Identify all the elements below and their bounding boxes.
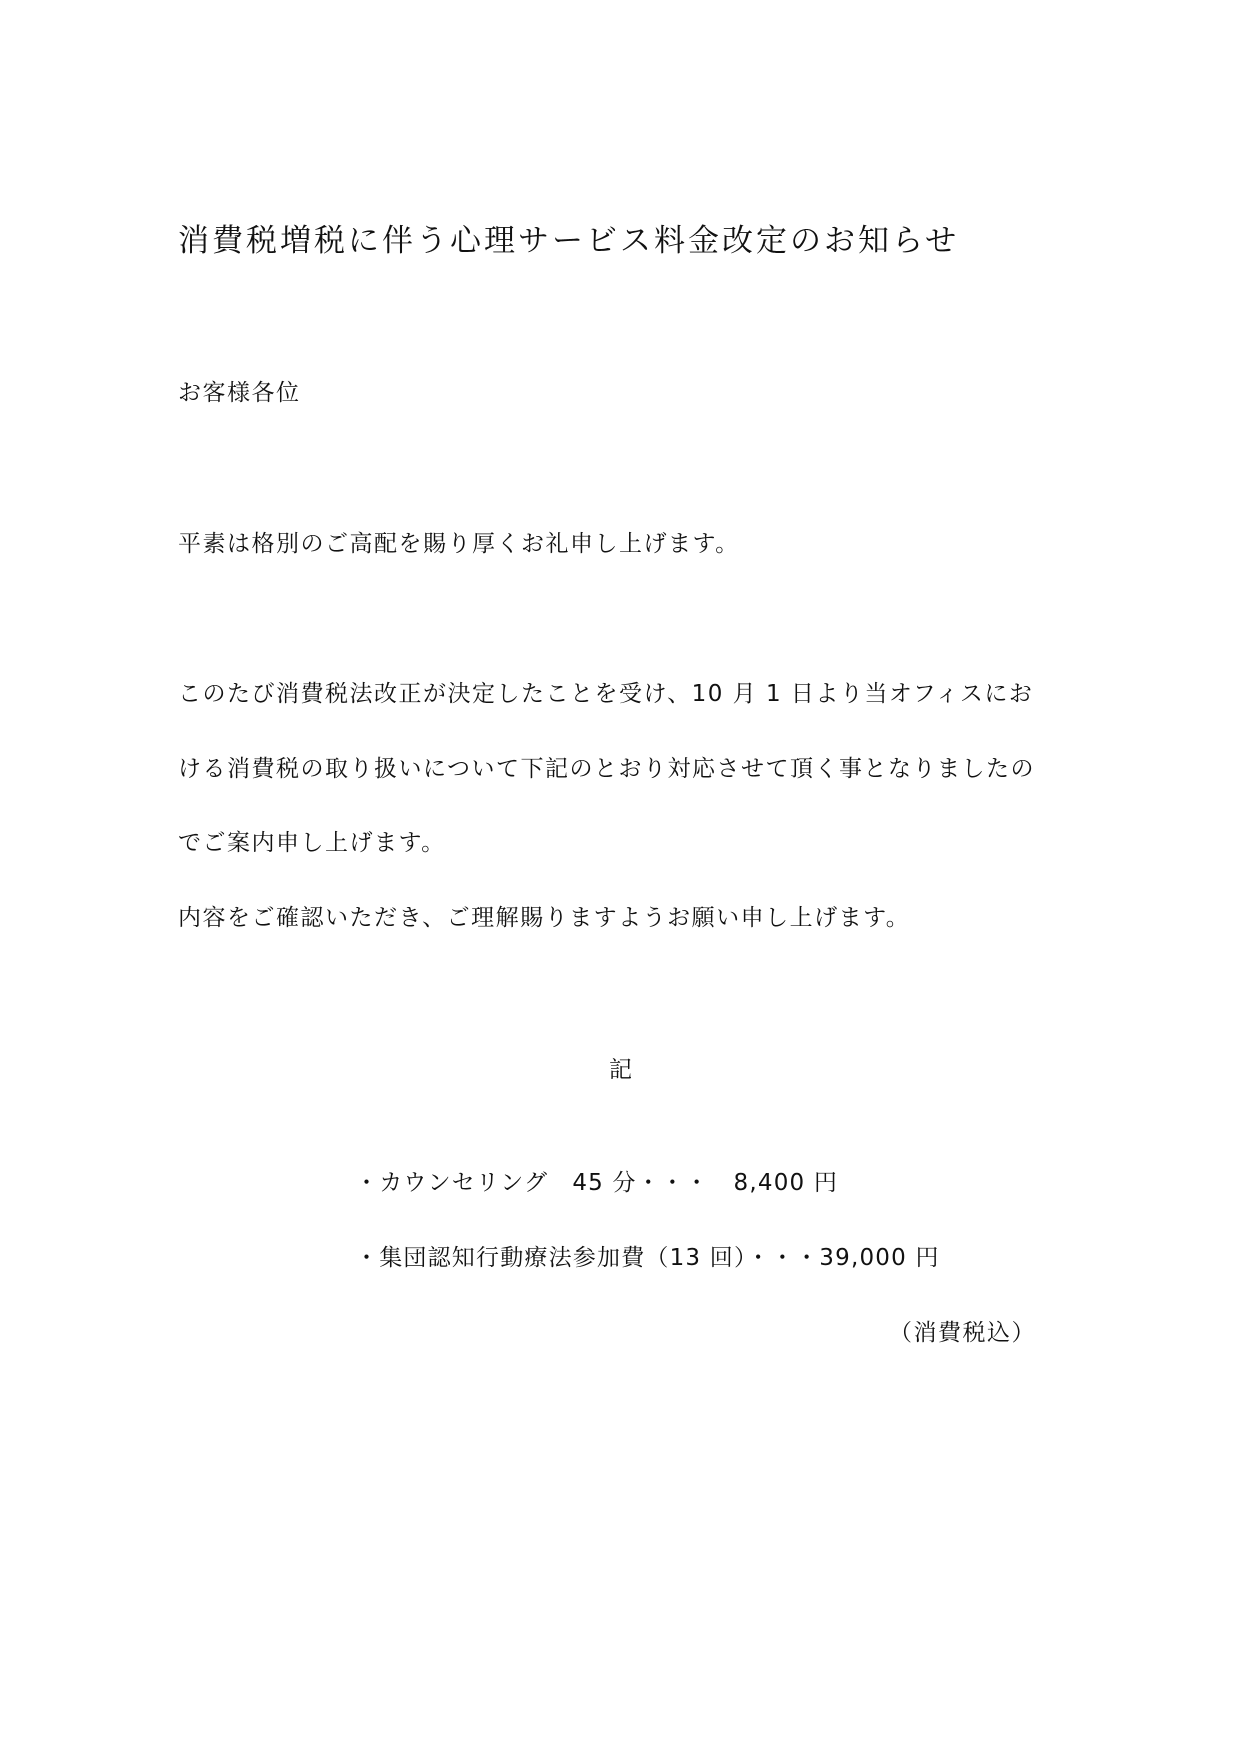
- price-item-group-cbt: ・集団認知行動療法参加費（13 回）・・・39,000 円: [355, 1245, 940, 1271]
- ki-heading: 記: [609, 1057, 632, 1083]
- tax-included-note: （消費税込）: [889, 1320, 1036, 1346]
- greeting-paragraph: 平素は格別のご高配を賜り厚くお礼申し上げます。: [178, 531, 740, 557]
- salutation: お客様各位: [178, 380, 301, 406]
- body-line: 内容をご確認いただき、ご理解賜りますようお願い申し上げます。: [178, 905, 911, 931]
- body-line: でご案内申し上げます。: [178, 830, 446, 856]
- document-title: 消費税増税に伴う心理サービス料金改定のお知らせ: [178, 223, 960, 259]
- body-line: このたび消費税法改正が決定したことを受け、10 月 1 日より当オフィスにお: [178, 681, 1034, 707]
- price-item-counseling: ・カウンセリング 45 分・・・ 8,400 円: [355, 1170, 839, 1196]
- body-line: ける消費税の取り扱いについて下記のとおり対応させて頂く事となりましたの: [178, 756, 1036, 782]
